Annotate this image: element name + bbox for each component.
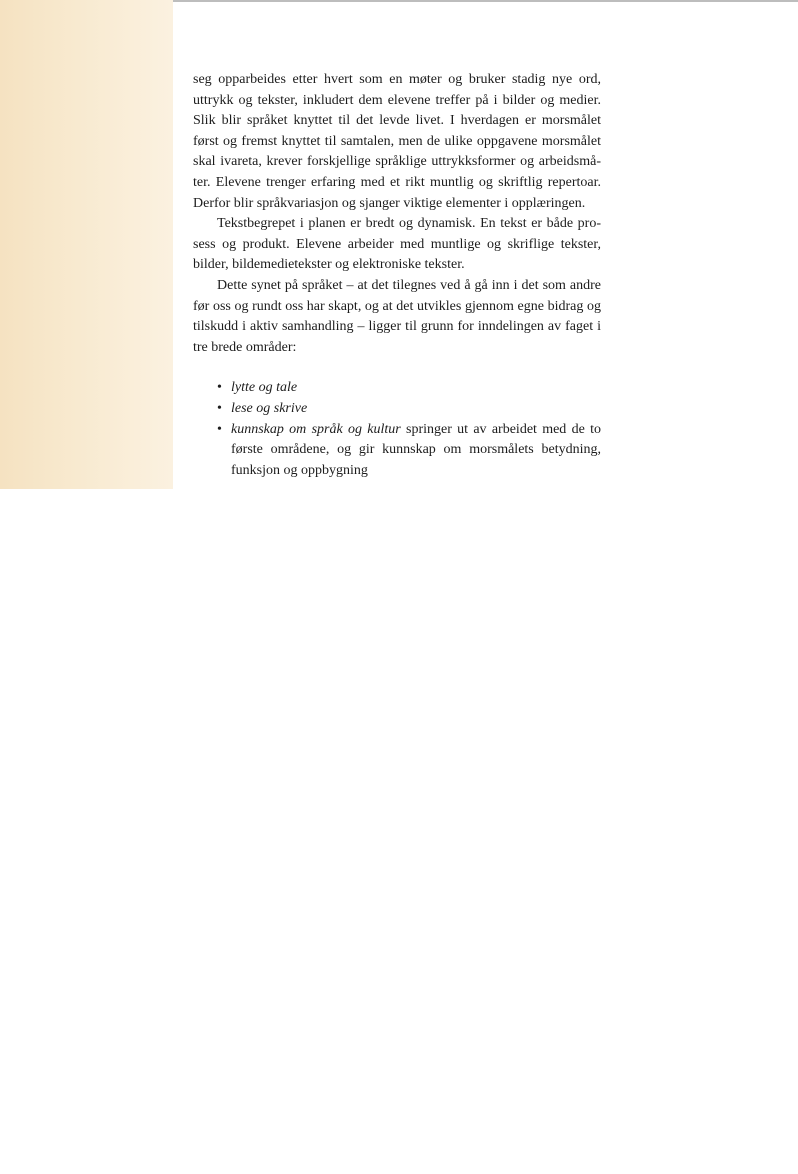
paragraph-language-view: Dette synet på språket – at det tilegnes ved å gå inn i det som andre før oss og rundt oss har skapt, og at det utvikles gjennom egne bidrag og tilskudd i aktiv samhandling – ligger til grunn for inndelingen av faget i tre brede områder: bbox=[193, 277, 601, 355]
list-item-text: springer ut av arbeidet med de to første områdene, og gir kunnskap om morsmålets betydning, funksjon og oppbygning bbox=[231, 421, 601, 478]
subject-areas-list bbox=[193, 378, 601, 481]
list-item-read-write bbox=[193, 399, 601, 420]
list-item-listen-speak bbox=[193, 378, 601, 399]
list-item-language-culture bbox=[193, 420, 601, 482]
paragraph-text-concept: Tekstbegrepet i planen er bredt og dynamisk. En tekst er både prosess og produkt. Elevene arbeider med muntlige og skriflige tekster, bilder, bildemedietekster og elektroniske tekster. bbox=[193, 216, 601, 273]
list-item-term: lese og skrive bbox=[231, 400, 308, 416]
body-text-column bbox=[193, 70, 601, 481]
bullet-icon: • bbox=[217, 380, 222, 396]
bullet-icon: • bbox=[217, 400, 222, 416]
page-margin-band bbox=[0, 0, 173, 489]
bullet-icon: • bbox=[217, 421, 222, 437]
paragraph-language-work: seg opparbeides etter hvert som en møter og bruker stadig nye ord, uttrykk og tekster, inkludert dem elevene treffer på i bilder og medier. Slik blir språket knyttet til det levde livet. I hverdagen er morsmålet først og fremst knyttet til samtalen, men de ulike oppgavene morsmålet skal ivareta, krever forskjellige språklige uttrykksformer og arbeidsmåter. Elevene trenger erfaring med et rikt muntlig og skriftlig repertoar. Derfor blir språkvariasjon og sjanger viktige elementer i opplæringen. bbox=[193, 72, 601, 211]
list-item-term: kunnskap om språk og kultur bbox=[231, 421, 401, 437]
list-item-term: lytte og tale bbox=[231, 380, 298, 396]
